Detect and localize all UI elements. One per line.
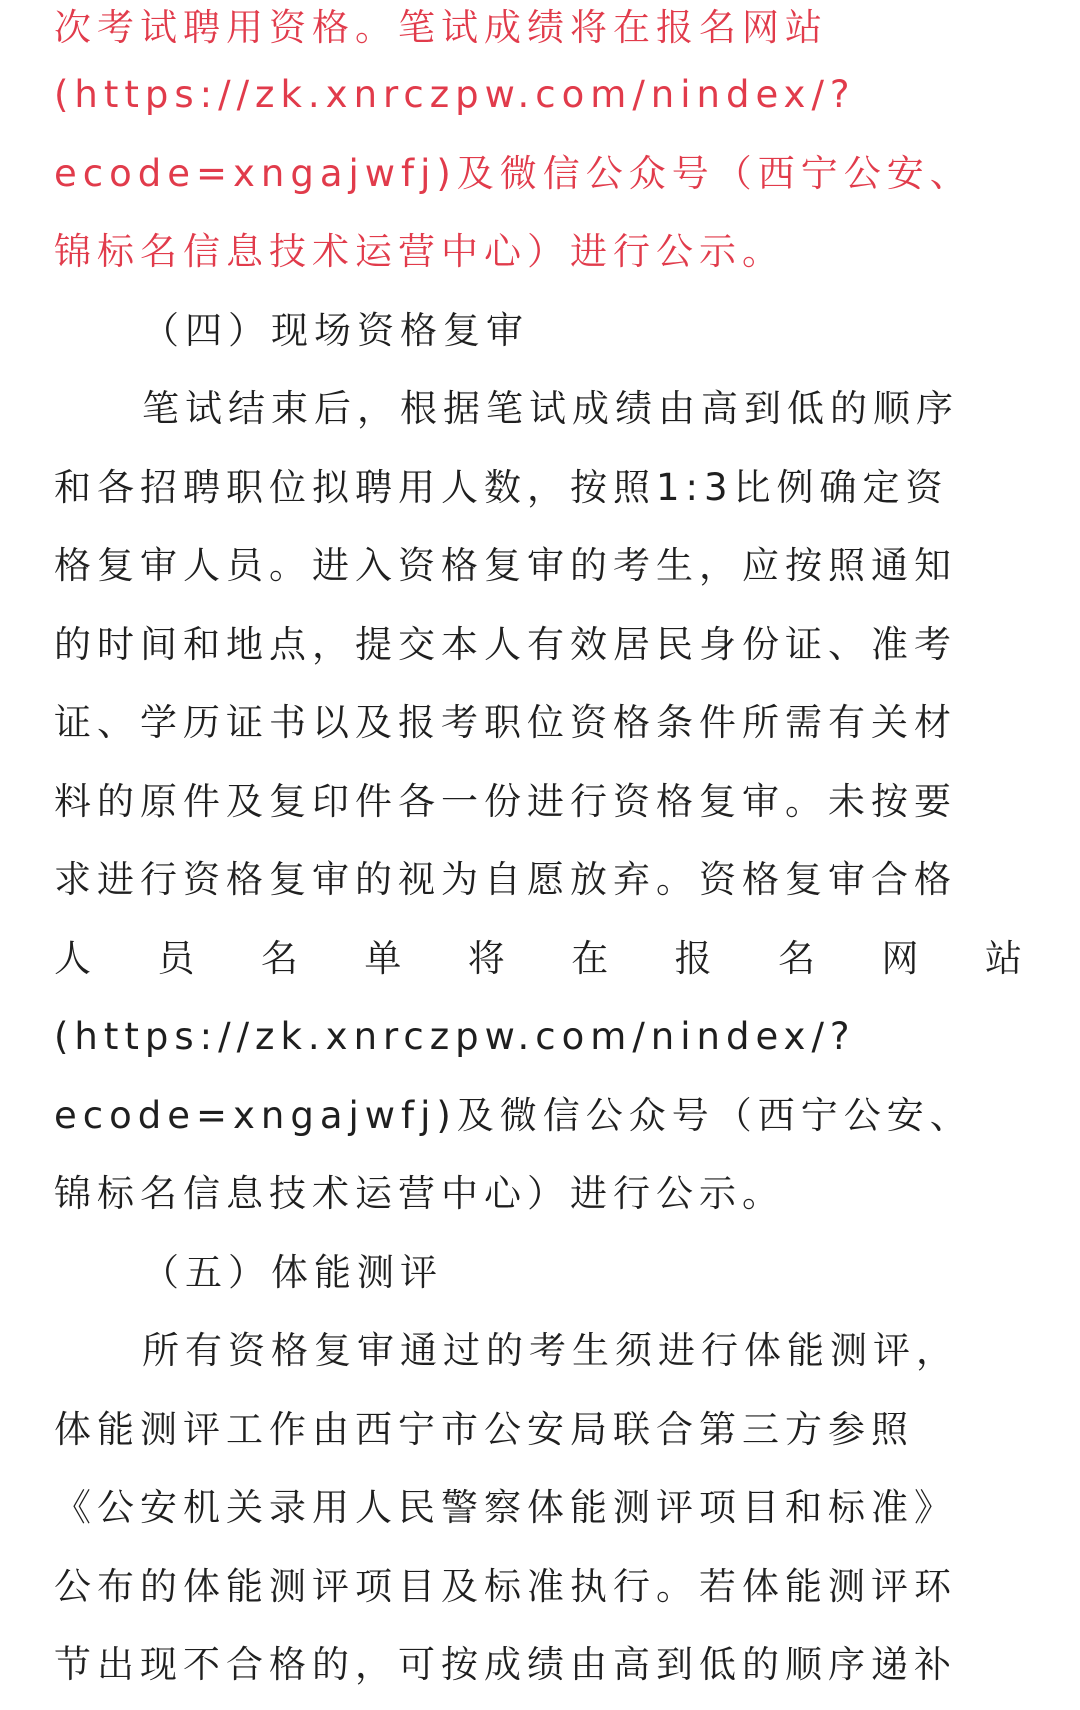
section-heading-physical-test: （五）体能测评 — [142, 1250, 443, 1294]
spread-char: 站 — [984, 936, 1022, 980]
spread-char: 单 — [364, 936, 402, 980]
text-line: 次考试聘用资格。笔试成绩将在报名网站 — [54, 6, 828, 49]
spread-char: 将 — [467, 936, 505, 980]
text-line: (https://zk.xnrczpw.com/nindex/? — [54, 73, 856, 116]
text-line: 公布的体能测评项目及标准执行。若体能测评环 — [54, 1564, 957, 1608]
article-body — [54, 0, 1022, 1705]
text-line: 证、学历证书以及报考职位资格条件所需有关材 — [54, 701, 957, 744]
text-line: ecode=xngajwfj)及微信公众号（西宁公安、 — [54, 151, 973, 195]
text-line: 笔试结束后，根据笔试成绩由高到低的顺序 — [142, 387, 959, 430]
justified-text-line — [54, 920, 1022, 999]
text-line: 节出现不合格的，可按成绩由高到低的顺序递补 — [54, 1643, 957, 1686]
highlighted-paragraph — [54, 0, 1022, 292]
spread-char: 员 — [157, 936, 195, 980]
spread-char: 在 — [571, 936, 609, 980]
text-line: 所有资格复审通过的考生须进行体能测评， — [142, 1329, 959, 1372]
physical-test-paragraph — [54, 1312, 1022, 1705]
spread-char: 名 — [778, 936, 816, 980]
text-line: 体能测评工作由西宁市公安局联合第三方参照 — [54, 1407, 914, 1451]
text-line: 求进行资格复审的视为自愿放弃。资格复审合格 — [54, 858, 957, 901]
spread-char: 人 — [54, 936, 91, 980]
text-line: 和各招聘职位拟聘用人数，按照1:3比例确定资 — [54, 465, 949, 509]
section-heading-qualification-review: （四）现场资格复审 — [142, 308, 529, 352]
qualification-review-paragraph — [54, 370, 1022, 1234]
text-line: 格复审人员。进入资格复审的考生，应按照通知 — [54, 544, 957, 587]
spread-char: 名 — [260, 936, 298, 980]
text-line: ecode=xngajwfj)及微信公众号（西宁公安、 — [54, 1093, 973, 1137]
spread-char: 网 — [881, 936, 919, 980]
spread-char: 报 — [674, 936, 712, 980]
text-line: (https://zk.xnrczpw.com/nindex/? — [54, 1015, 856, 1058]
text-line: 的时间和地点，提交本人有效居民身份证、准考 — [54, 622, 957, 666]
text-line: 锦标名信息技术运营中心）进行公示。 — [54, 230, 785, 273]
text-line: 料的原件及复印件各一份进行资格复审。未按要 — [54, 779, 957, 823]
text-line: 锦标名信息技术运营中心）进行公示。 — [54, 1172, 785, 1215]
text-line: 《公安机关录用人民警察体能测评项目和标准》 — [54, 1486, 957, 1529]
